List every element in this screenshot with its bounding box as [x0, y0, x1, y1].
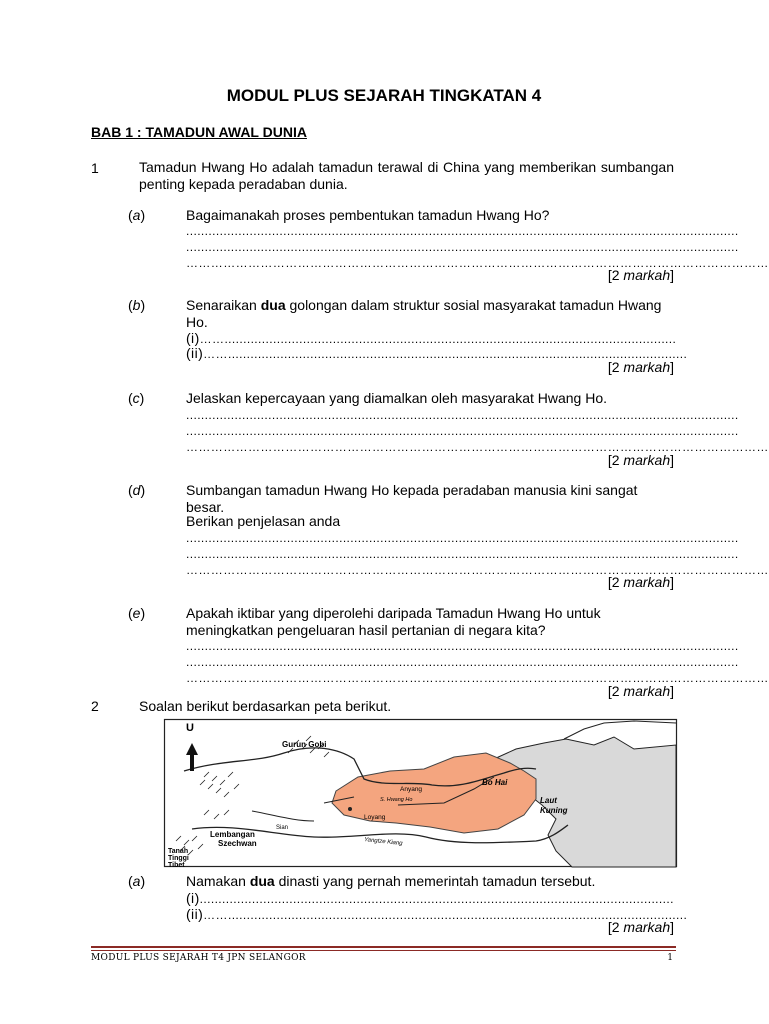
map-label-tanah: Tanah — [168, 848, 189, 855]
question-1-text: Tamadun Hwang Ho adalah tamadun terawal di China yang memberikan sumbangan penting kepada peradaban dunia. — [139, 159, 674, 192]
map-label-anyang: Anyang — [400, 786, 423, 793]
map-label-laut: Laut — [540, 796, 557, 805]
part-d-instruction: Berikan penjelasan anda — [186, 513, 341, 529]
part-e-question: Apakah iktibar yang diperolehi daripada Tamadun Hwang Ho untuk meningkatkan pengeluaran hasil pertanian di negara kita? — [186, 605, 601, 638]
map-label-bohai: Bo Hai — [482, 778, 508, 787]
city-dot — [348, 807, 352, 811]
map-label-north: U — [186, 722, 194, 734]
map-label-hwangho: S. Hwang Ho — [380, 797, 413, 803]
question-2-number: 2 — [91, 698, 99, 714]
part-a-label: (a) — [128, 207, 146, 223]
marks-label: [2 markah] — [607, 267, 674, 283]
china-map — [164, 719, 677, 867]
part-e-label: (e) — [128, 605, 146, 621]
answer-line[interactable]: …………………………………………………………………………………………………………………………… — [186, 440, 769, 454]
marks-label: [2 markah] — [607, 359, 674, 375]
map-label-tinggi: Tinggi — [168, 855, 189, 862]
q2-part-a-question: Namakan dua dinasti yang pernah memerintah tamadun tersebut. — [186, 873, 596, 889]
part-b-question: Senaraikan dua golongan dalam struktur sosial masyarakat tamadun Hwang Ho. — [186, 297, 662, 330]
marks-label: [2 markah] — [607, 452, 674, 468]
part-c-label: (c) — [128, 390, 145, 406]
answer-line[interactable]: .................................................................................................................................................... — [186, 408, 739, 422]
q2-part-a-label: (a) — [128, 873, 146, 889]
map-label-tibet: Tibet — [168, 862, 185, 869]
answer-line[interactable]: .................................................................................................................................................... — [186, 547, 739, 561]
part-b-label: (b) — [128, 297, 146, 313]
marks-label: [2 markah] — [607, 574, 674, 590]
answer-line[interactable]: .................................................................................................................................................... — [186, 531, 739, 545]
answer-item-2[interactable]: (ii)……........................................................................................................................... — [186, 345, 688, 361]
answer-line[interactable]: .................................................................................................................................................... — [186, 655, 739, 669]
answer-line[interactable]: …………………………………………………………………………………………………………………………… — [186, 563, 769, 577]
footer-rule — [91, 946, 676, 948]
part-d-question: Sumbangan tamadun Hwang Ho kepada peradaban manusia kini sangat besar. — [186, 482, 638, 515]
page-title: MODUL PLUS SEJARAH TINGKATAN 4 — [226, 86, 542, 105]
map-label-gobi: Gurun Gobi — [282, 740, 327, 749]
map-label-yangtze: Yangtze Kiang — [363, 837, 403, 848]
question-1-number: 1 — [91, 160, 99, 176]
marks-label: [2 markah] — [607, 919, 674, 935]
part-a-question: Bagaimanakah proses pembentukan tamadun Hwang Ho? — [186, 207, 550, 223]
answer-line[interactable]: .................................................................................................................................................... — [186, 639, 739, 653]
map-label-lembangan: Lembangan — [210, 830, 255, 839]
answer-line[interactable]: …………………………………………………………………………………………………………………………… — [186, 671, 769, 685]
map-label-loyang: Loyang — [364, 814, 386, 821]
page-number: 1 — [667, 953, 673, 963]
marks-label: [2 markah] — [607, 683, 674, 699]
footer-text: MODUL PLUS SEJARAH T4 JPN SELANGOR — [91, 953, 306, 963]
answer-item-1[interactable]: (i)……......................................................................................................................... — [186, 330, 677, 346]
map-label-sian: Sian — [276, 825, 289, 831]
answer-line[interactable]: .................................................................................................................................................... — [186, 424, 739, 438]
footer-rule — [91, 950, 676, 951]
answer-line[interactable]: .................................................................................................................................................... — [186, 224, 739, 238]
part-d-label: (d) — [128, 482, 146, 498]
answer-line[interactable]: .................................................................................................................................................... — [186, 240, 739, 254]
question-2-text: Soalan berikut berdasarkan peta berikut. — [139, 698, 392, 714]
answer-line[interactable]: …………………………………………………………………………………………………………………………… — [186, 256, 769, 270]
map-label-kuning: Kuning — [540, 806, 568, 815]
part-c-question: Jelaskan kepercayaan yang diamalkan oleh masyarakat Hwang Ho. — [186, 390, 608, 406]
answer-item-2[interactable]: (ii)……........................................................................................................................... — [186, 906, 688, 922]
answer-item-1[interactable]: (i)............................................................................................................................... — [186, 890, 674, 906]
chapter-heading: BAB 1 : TAMADUN AWAL DUNIA — [91, 124, 307, 140]
map-label-szechwan: Szechwan — [218, 839, 257, 848]
